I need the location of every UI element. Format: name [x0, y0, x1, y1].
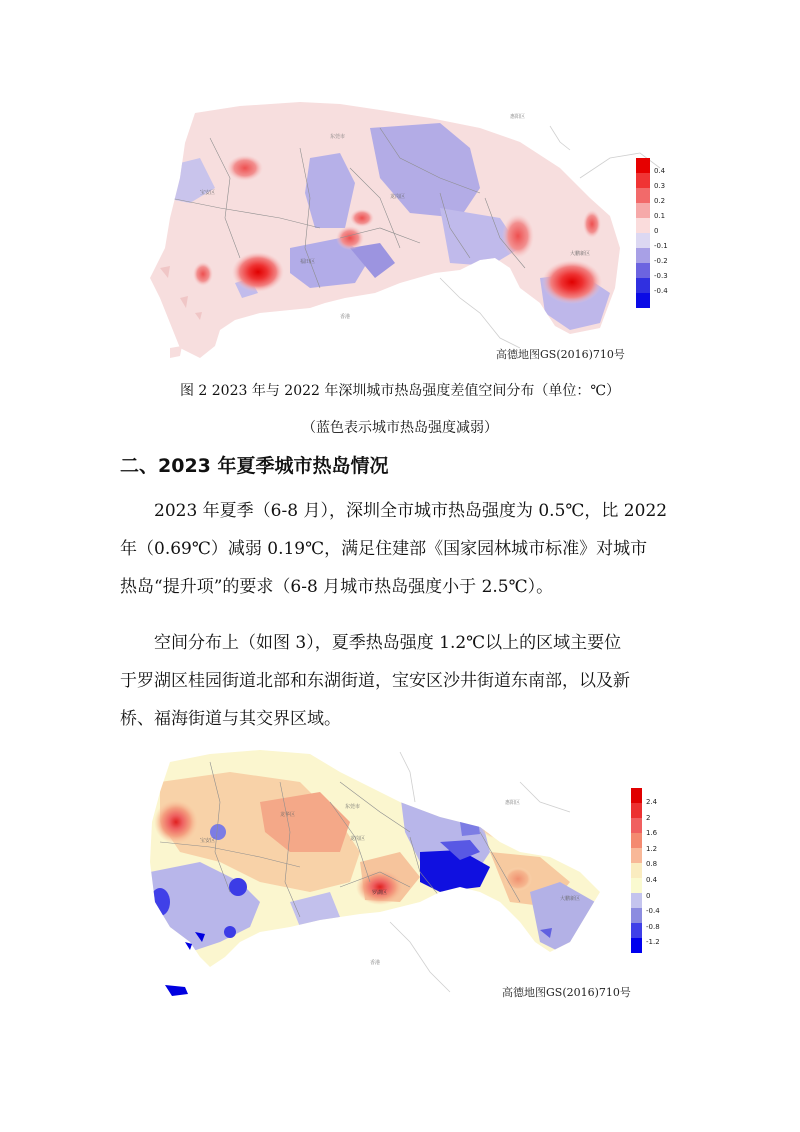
legend-label: 2.4: [646, 798, 658, 806]
coastline: [440, 278, 520, 348]
place-label: 香港: [370, 960, 381, 966]
legend-swatch: [631, 923, 642, 938]
legend-swatch: [636, 233, 650, 248]
paragraph-1-line: 年（0.69℃）减弱 0.19℃，满足住建部《国家园林城市标准》对城市: [120, 539, 648, 559]
legend-label: 0.8: [646, 860, 658, 869]
legend-swatch: [631, 878, 642, 893]
legend-label: 1.6: [646, 829, 658, 838]
legend-swatch: [636, 203, 650, 218]
legend-swatch: [631, 848, 642, 863]
legend-label: -0.2: [654, 257, 668, 265]
paragraph-2-line: 于罗湖区桂园街道北部和东湖街道，宝安区沙井街道东南部，以及新: [120, 671, 630, 691]
border-line: [400, 752, 415, 802]
legend-label: 2: [646, 813, 651, 822]
border-line: [550, 126, 570, 150]
legend-label: -0.3: [654, 272, 668, 280]
paragraph-1: [120, 492, 685, 606]
legend-label: 0.3: [654, 182, 666, 190]
place-label: 宝安区: [200, 838, 216, 844]
figure3-legend: [631, 788, 642, 953]
place-label: 宝安区: [200, 190, 216, 196]
legend-label: 0.2: [654, 197, 666, 205]
legend-label: -0.4: [654, 287, 668, 295]
figure2-legend: [636, 158, 650, 308]
place-label: 大鹏新区: [560, 896, 581, 902]
legend-swatch: [636, 173, 650, 188]
place-label: 东莞市: [345, 804, 361, 810]
place-label: 龙岗区: [390, 194, 406, 200]
figure3-map-svg: [140, 742, 670, 1004]
figure2-credit: 高德地图GS(2016)710号: [496, 348, 625, 361]
place-label: 罗湖区: [372, 890, 388, 896]
paragraph-2-line: 空间分布上（如图 3），夏季热岛强度 1.2℃以上的区域主要位: [154, 633, 622, 653]
place-label: 福田区: [300, 259, 316, 265]
legend-swatch: [631, 863, 642, 878]
figure2-map: [140, 98, 670, 366]
island: [165, 985, 188, 996]
coastline: [390, 922, 450, 992]
legend-swatch: [636, 188, 650, 203]
figure3-map: [140, 742, 670, 1004]
paragraph-1-line: 2023 年夏季（6-8 月），深圳全市城市热岛强度为 0.5℃，比 2022: [154, 501, 668, 521]
island: [170, 346, 182, 358]
legend-swatch: [631, 893, 642, 908]
land-area: [140, 742, 670, 1004]
paragraph-1-line: 热岛“提升项”的要求（6-8 月城市热岛强度小于 2.5℃）。: [120, 577, 554, 597]
paragraph-2-line: 桥、福海街道与其交界区域。: [120, 709, 341, 729]
legend-swatch: [631, 833, 642, 848]
paragraph-2: [120, 624, 685, 738]
place-label: 大鹏新区: [570, 251, 591, 257]
legend-swatch: [631, 938, 642, 953]
legend-label: 0.4: [654, 167, 666, 175]
legend-swatch: [631, 818, 642, 833]
place-label: 龙岗区: [350, 836, 366, 842]
place-label: 龙华区: [280, 812, 296, 818]
place-label: 香港: [340, 314, 351, 320]
legend-label: -0.1: [654, 242, 668, 250]
legend-swatch: [636, 293, 650, 308]
figure2-subcaption: （蓝色表示城市热岛强度减弱）: [302, 420, 498, 436]
legend-label: 0: [646, 891, 651, 900]
legend-label: -0.8: [646, 922, 660, 931]
legend-label: -0.4: [646, 907, 660, 916]
land-area: [140, 98, 670, 366]
legend-label: -1.2: [646, 938, 660, 947]
figure2-map-svg: [140, 98, 670, 366]
section-heading: 二、2023 年夏季城市热岛情况: [120, 455, 389, 477]
legend-swatch: [636, 263, 650, 278]
legend-label: 0.1: [654, 212, 666, 220]
legend-label: 1.2: [646, 844, 658, 853]
legend-label: 0: [654, 227, 659, 235]
legend-label: 0.4: [646, 876, 658, 884]
legend-swatch: [636, 218, 650, 233]
legend-swatch: [631, 908, 642, 923]
place-label: 东莞市: [330, 134, 346, 140]
legend-swatch: [631, 803, 642, 818]
figure3-credit: 高德地图GS(2016)710号: [502, 986, 631, 999]
legend-swatch: [631, 788, 642, 803]
border-line: [520, 782, 570, 812]
legend-swatch: [636, 158, 650, 173]
place-label: 惠阳区: [505, 800, 521, 806]
place-label: 惠阳区: [510, 114, 526, 120]
figure2-caption: 图 2 2023 年与 2022 年深圳城市热岛强度差值空间分布（单位：℃）: [179, 383, 621, 399]
legend-swatch: [636, 248, 650, 263]
legend-swatch: [636, 278, 650, 293]
